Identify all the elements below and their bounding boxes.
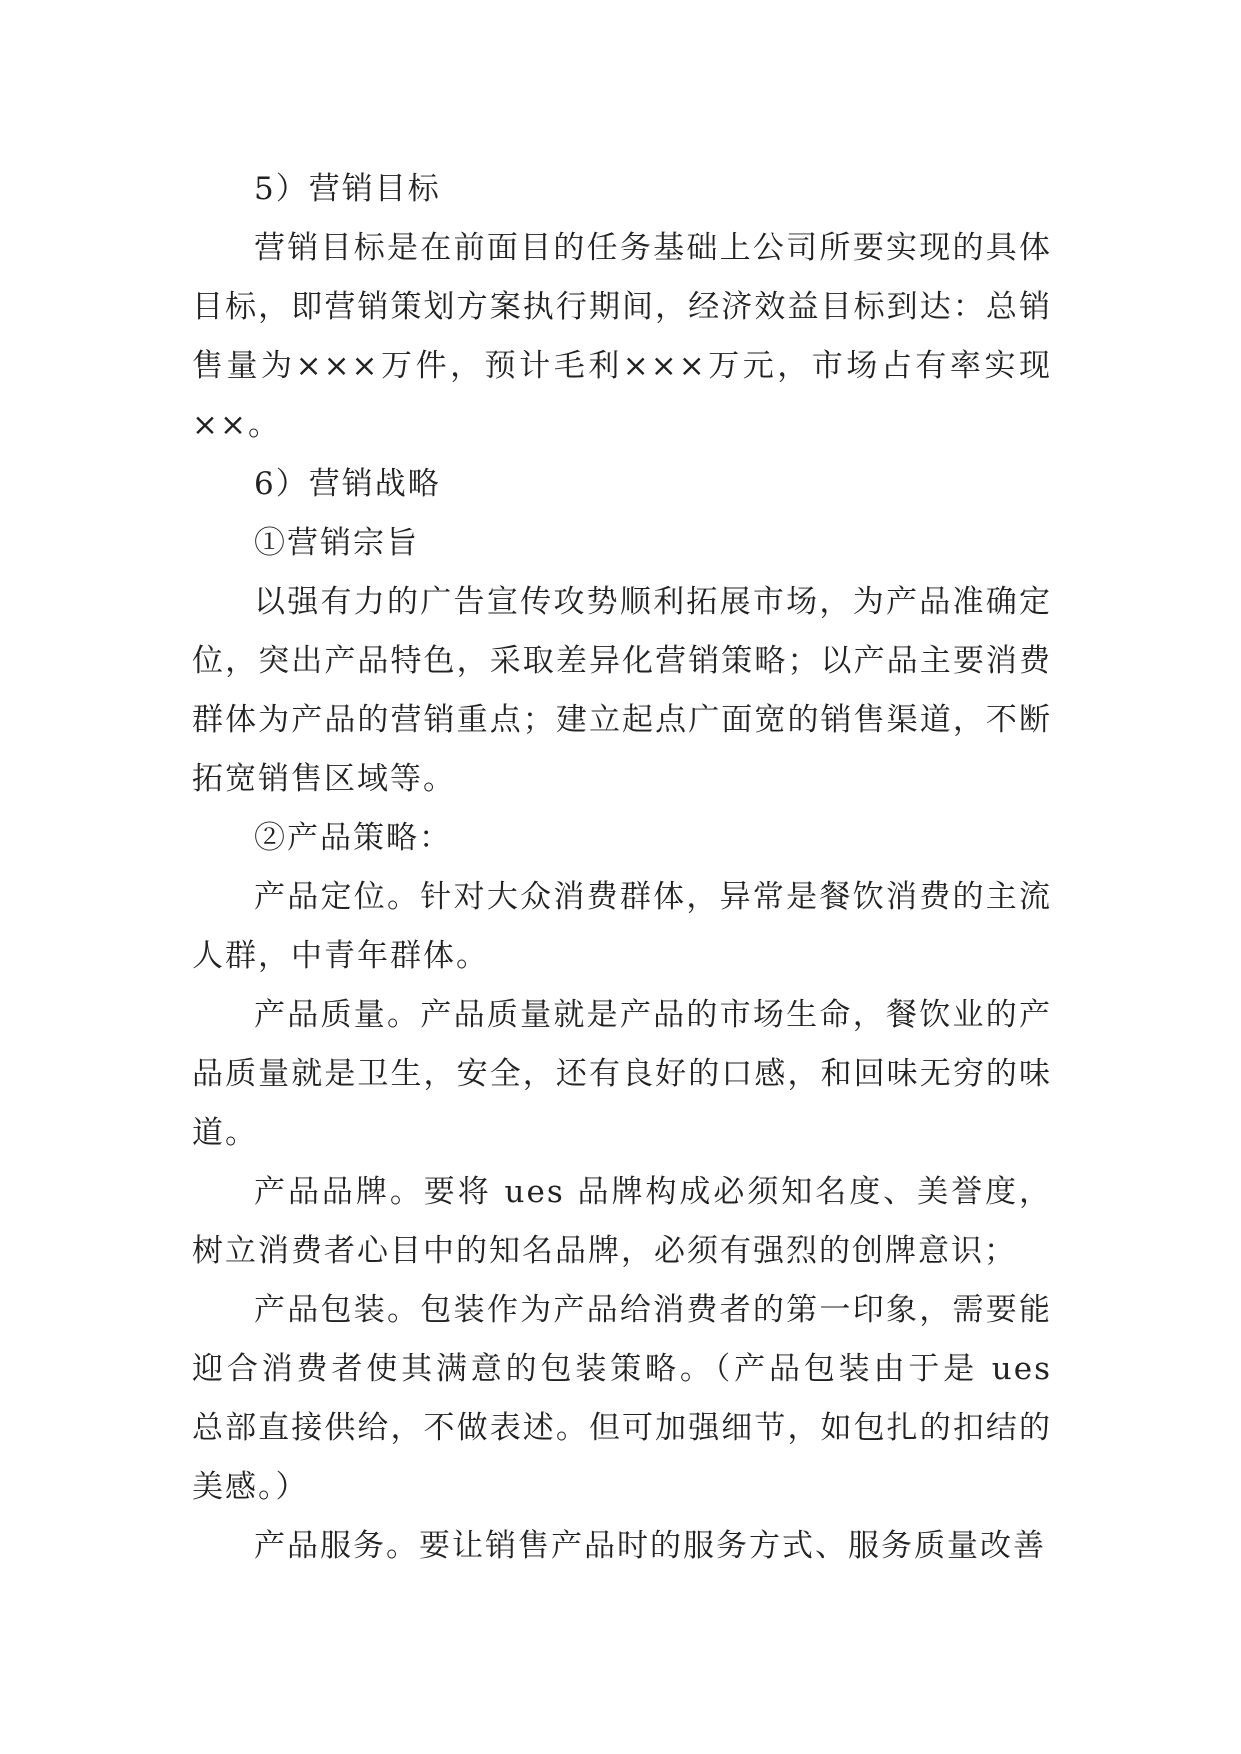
paragraph-product-brand: 产品品牌。要将 ues 品牌构成必须知名度、美誉度，树立消费者心目中的知名品牌，必须有强烈的创牌意识； bbox=[192, 1174, 1052, 1269]
paragraph-product-service: 产品服务。要让销售产品时的服务方式、服务质量改善 bbox=[254, 1528, 1046, 1564]
heading-marketing-purpose: ①营销宗旨 bbox=[254, 525, 419, 561]
heading-marketing-strategy: 6）营销战略 bbox=[254, 466, 441, 502]
paragraph-marketing-goal: 营销目标是在前面目的任务基础上公司所要实现的具体目标，即营销策划方案执行期间，经济效益目标到达：总销售量为×××万件，预计毛利×××万元，市场占有率实现××。 bbox=[192, 230, 1052, 443]
heading-marketing-goal: 5）营销目标 bbox=[254, 171, 441, 207]
document-body bbox=[192, 160, 1052, 1576]
paragraph-product-packaging: 产品包装。包装作为产品给消费者的第一印象，需要能迎合消费者使其满意的包装策略。（产品包装由于是 ues 总部直接供给，不做表述。但可加强细节，如包扎的扣结的美感。） bbox=[192, 1292, 1052, 1505]
paragraph-product-positioning: 产品定位。针对大众消费群体，异常是餐饮消费的主流人群，中青年群体。 bbox=[192, 879, 1052, 974]
paragraph-product-quality: 产品质量。产品质量就是产品的市场生命，餐饮业的产品质量就是卫生，安全，还有良好的口感，和回味无穷的味道。 bbox=[192, 997, 1052, 1151]
heading-product-strategy: ②产品策略： bbox=[254, 820, 452, 856]
paragraph-marketing-purpose: 以强有力的广告宣传攻势顺利拓展市场，为产品准确定位，突出产品特色，采取差异化营销策略；以产品主要消费群体为产品的营销重点；建立起点广面宽的销售渠道，不断拓宽销售区域等。 bbox=[192, 584, 1052, 797]
